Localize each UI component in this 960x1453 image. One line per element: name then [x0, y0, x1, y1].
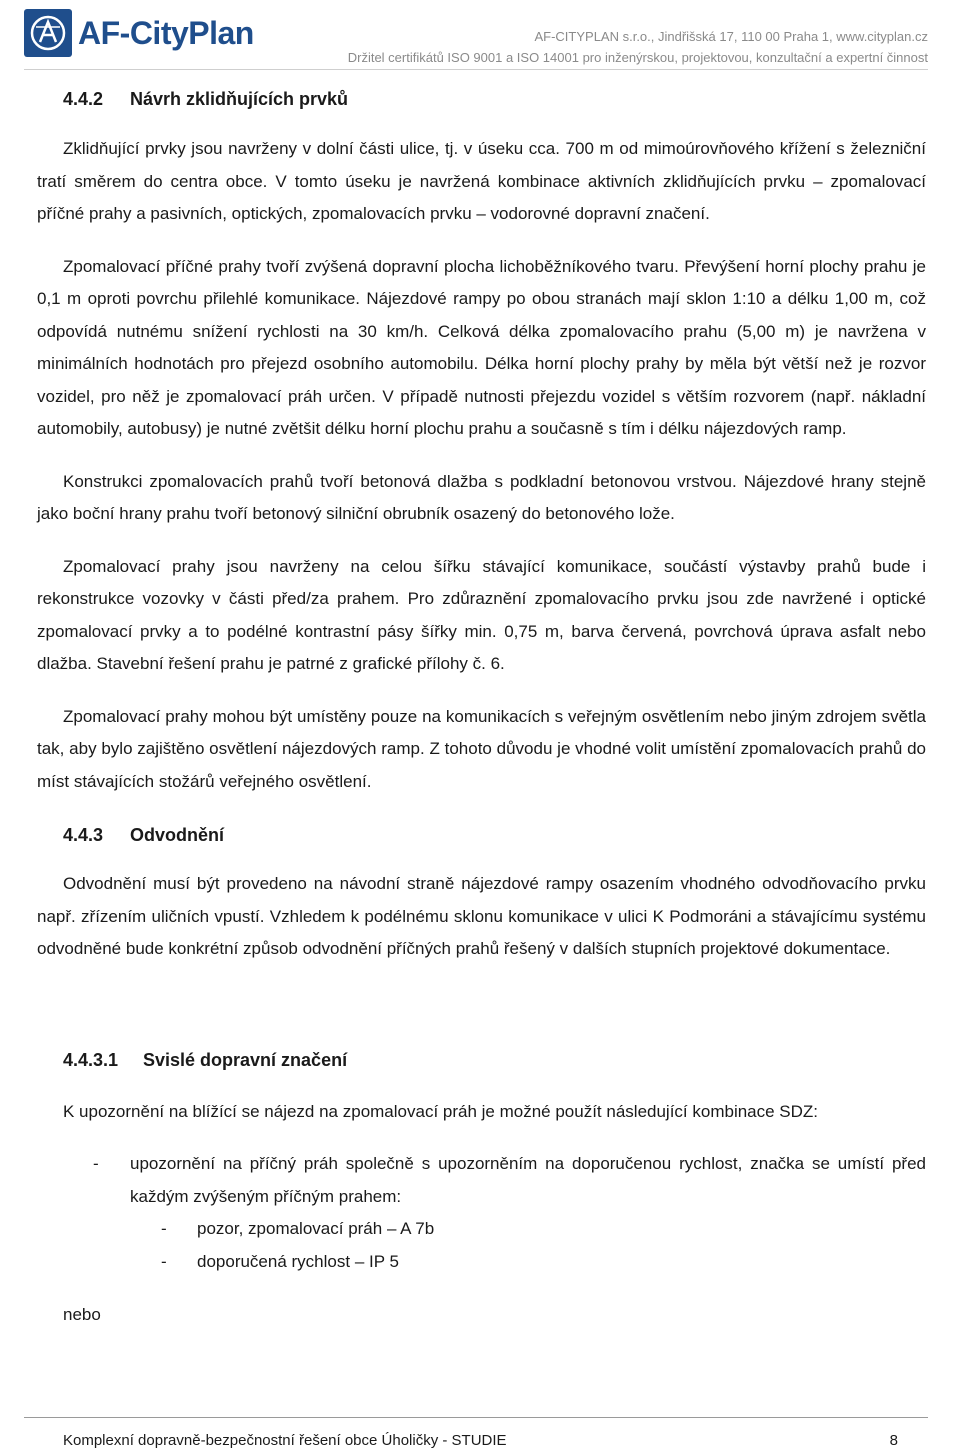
list-item: - pozor, zpomalovací práh – A 7b: [161, 1219, 435, 1238]
footer-title: Komplexní dopravně-bezpečnostní řešení obce Úholičky - STUDIE: [63, 1432, 507, 1449]
paragraph-sdz-intro: K upozornění na blížící se nájezd na zpomalovací práh je možné použít následující kombinace SDZ:: [63, 1101, 819, 1121]
page-header: [0, 0, 960, 72]
footer-divider: [24, 1417, 928, 1418]
page-number: 8: [889, 1432, 898, 1449]
company-address: AF-CITYPLAN s.r.o., Jindřišská 17, 110 00 Praha 1, www.cityplan.cz: [534, 29, 928, 44]
certificate-note: Držitel certifikátů ISO 9001 a ISO 14001 pro inženýrskou, projektovou, konzultační a expertní činnost: [347, 50, 928, 65]
heading-4-4-3: 4.4.3 Odvodnění: [63, 825, 224, 845]
heading-4-4-3-1: 4.4.3.1 Svislé dopravní značení: [63, 1049, 348, 1070]
document-body: [37, 80, 926, 1332]
company-logo: [24, 9, 254, 57]
header-info: [348, 26, 928, 68]
header-divider: [24, 69, 928, 70]
sdz-list: [37, 1148, 926, 1278]
logo-emblem-icon: [24, 9, 72, 57]
paragraph-drainage: Odvodnění musí být provedeno na návodní straně nájezdové rampy osazením vhodného odvodňovacího prvku např. zřízením uličních vpustí. Vzhledem k podélnému sklonu komunikace v ulici K Podmoráni a stávajícímu systému odvodněné bude konkrétní způsob odvodnění příčných prahů řešený v dalších stupních projektové dokumentace.: [37, 874, 926, 958]
paragraph-nebo: nebo: [63, 1305, 101, 1324]
paragraph-width: Zpomalovací prahy jsou navrženy na celou šířku stávající komunikace, součástí výstavby prahů bude i rekonstrukce vozovky v části před/za prahem. Pro zdůraznění zpomalovacího prvku jsou zde navržené i optické zpomalovací prvky a to podélné kontrastní pásy šířky min. 0,75 m, barva červená, povrchová úprava asfalt nebo dlažba. Stavební řešení prahu je patrné z grafické přílohy č. 6.: [37, 556, 926, 673]
paragraph-calming-elements: Zklidňující prvky jsou navrženy v dolní části ulice, tj. v úseku cca. 700 m od mimoúrovňového křížení s železniční tratí směrem do centra obce. V tomto úseku je navržená kombinace aktivních zklidňujících prvku – zpomalovací příčné prahy a pasivních, optických, zpomalovacích prvku – vodorovné dopravní značení.: [37, 139, 926, 223]
logo-text: AF-CityPlan: [78, 15, 254, 51]
sdz-sublist: [130, 1213, 926, 1278]
heading-4-4-2: 4.4.2 Návrh zklidňujících prvků: [63, 89, 349, 109]
paragraph-lighting: Zpomalovací prahy mohou být umístěny pouze na komunikacích s veřejným osvětlením nebo jiným zdrojem světla tak, aby bylo zajištěno osvětlení nájezdových ramp. Z tohoto důvodu je vhodné volit umístění zpomalovacích prahů do míst stávajících stožárů veřejného osvětlení.: [37, 706, 926, 791]
paragraph-construction: Konstrukci zpomalovacích prahů tvoří betonová dlažba s podkladní betonovou vrstvou. Nájezdové hrany stejně jako boční hrany prahu tvoří betonový silniční obrubník osazený do betonového lože.: [37, 471, 926, 523]
paragraph-speed-humps: Zpomalovací příčné prahy tvoří zvýšená dopravní plocha lichoběžníkového tvaru. Převýšení horní plochy prahu je 0,1 m oproti povrchu přilehlé komunikace. Nájezdové rampy po obou stranách mají sklon 1:10 a délku 1,00 m, což odpovídá nutnému snížení rychlosti na 30 km/h. Celková délka zpomalovacího prahu (5,00 m) je navržena v minimálních hodnotách pro přejezd osobního automobilu. Délka horní plochy prahy by měla být větší než je rozvor vozidel, pro něž je zpomalovací práh určen. V případě nutnosti přejezdu vozidel s větším rozvorem (např. nákladní automobily, autobusy) je nutné zvětšit délku horní plochu prahu a současně s tím i délku nájezdových ramp.: [37, 256, 926, 438]
list-item: - doporučená rychlost – IP 5: [161, 1251, 399, 1271]
list-item: - upozornění na příčný práh společně s upozorněním na doporučenou rychlost, značka se umístí před každým zvýšeným příčným prahem: - pozor, zpomalovací práh – A 7b - doporučená rychlost – IP 5: [37, 1148, 926, 1278]
